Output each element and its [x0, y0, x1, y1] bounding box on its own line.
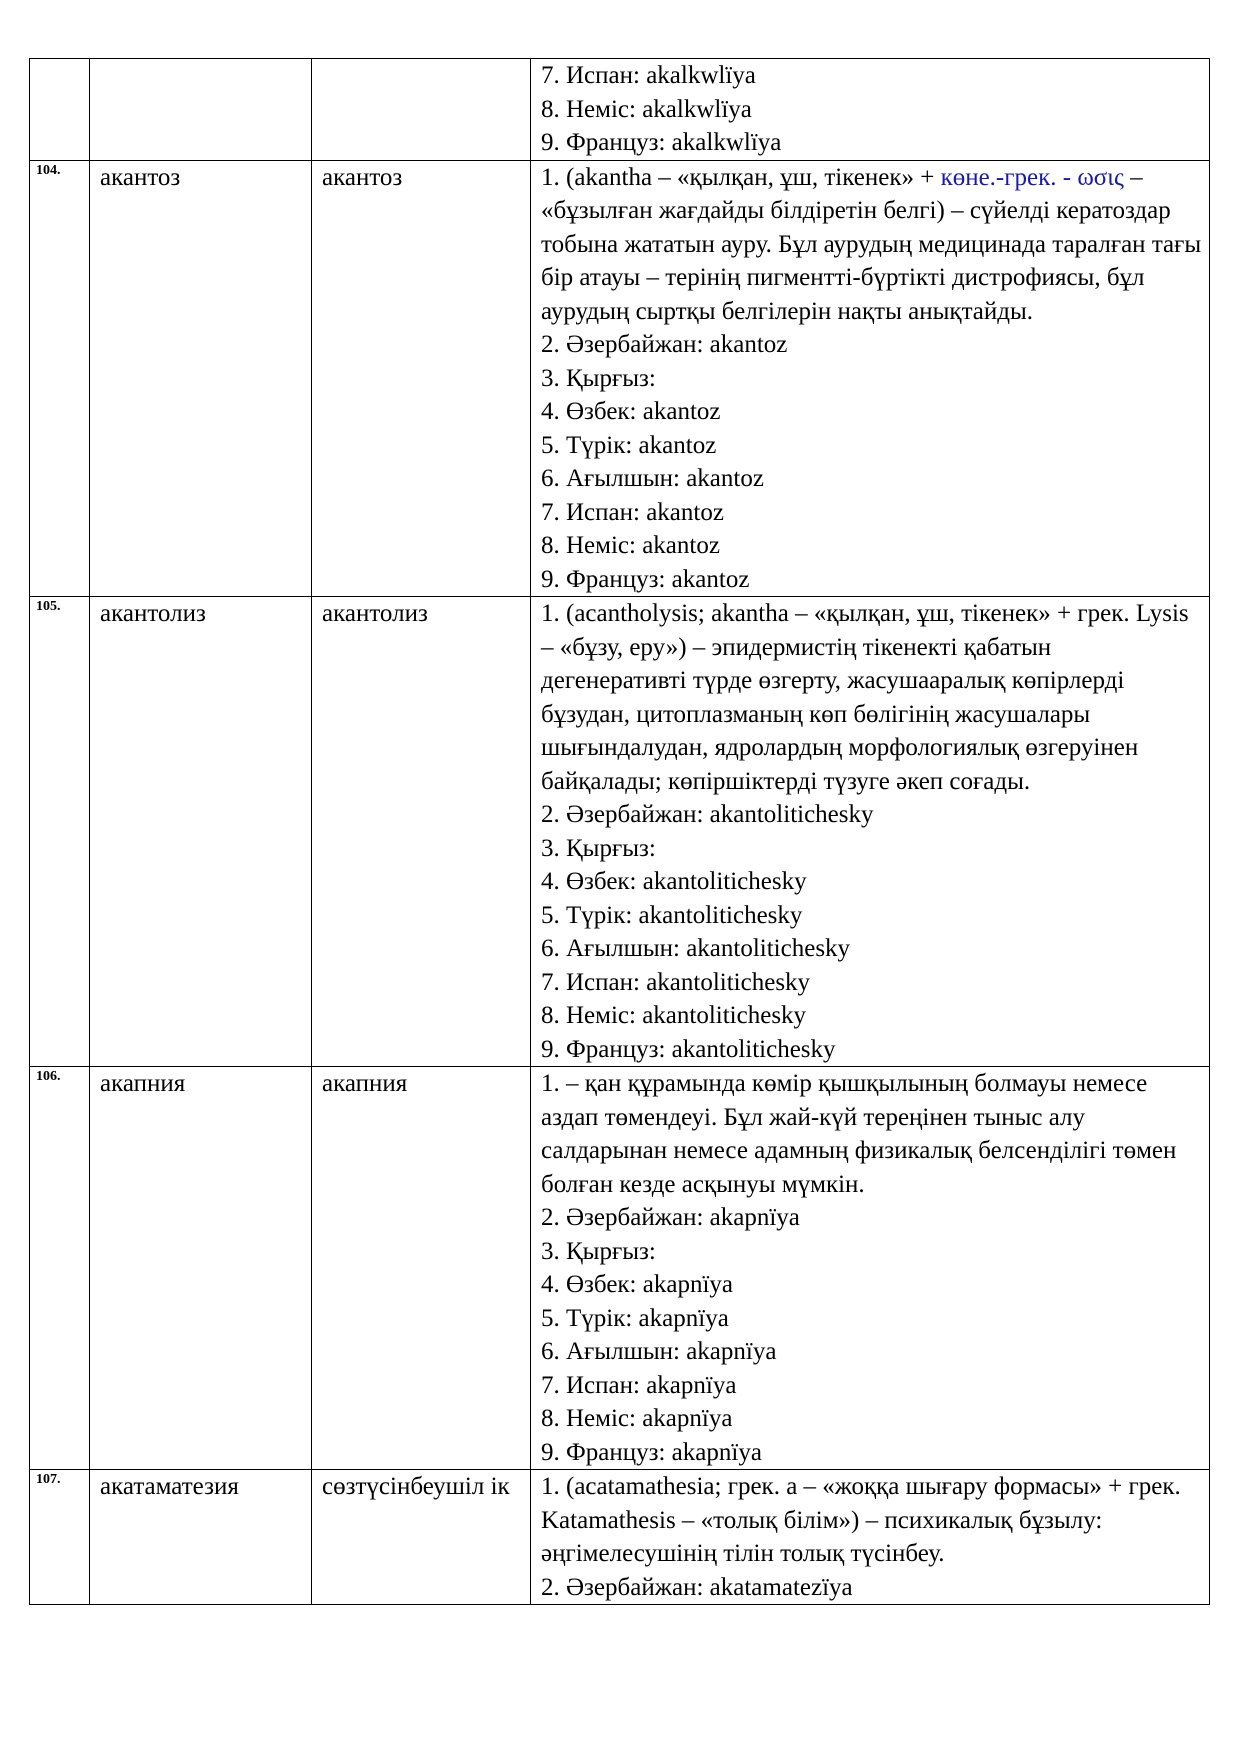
entry-kazakh-term: акантолиз [312, 597, 531, 1067]
entry-kazakh-term: сөзтүсінбеушіл ік [312, 1470, 531, 1605]
translation-line: 5. Түрік: akantoz [541, 431, 717, 459]
greek-etymology-link[interactable]: көне.-грек. - ωσις [940, 163, 1124, 191]
entry-definition [531, 1470, 1210, 1605]
table-row [30, 597, 1210, 1067]
translation-line: 7. Испан: akantoz [541, 498, 724, 526]
translation-line: 6. Ағылшын: akantolitichesky [541, 935, 851, 962]
table-row [30, 1067, 1210, 1470]
translation-line: 8. Неміс: akantolitichesky [541, 1002, 807, 1029]
definition-text [541, 161, 1203, 329]
entry-number: 107. [30, 1470, 90, 1605]
entry-term: акантоз [90, 160, 312, 597]
entry-term: акапния [90, 1067, 312, 1470]
entry-kazakh-term: акантоз [312, 160, 531, 597]
entry-definition [531, 597, 1210, 1067]
translation-line: 2. Әзербайжан: akantolitichesky [541, 801, 874, 828]
table-row [30, 59, 1210, 161]
translation-line: 9. Француз: akantolitichesky [541, 1035, 836, 1063]
translation-line: 6. Ағылшын: akantoz [541, 465, 764, 492]
translation-line: 8. Неміс: akapnïya [541, 1405, 733, 1432]
translation-line: 5. Түрік: akapnïya [541, 1304, 729, 1332]
translation-line: 4. Өзбек: akantolitichesky [541, 868, 807, 895]
translation-line: 6. Ағылшын: akapnïya [541, 1338, 777, 1365]
glossary-table [29, 58, 1210, 1605]
translation-line: 7. Испан: akantolitichesky [541, 968, 811, 996]
translation-line: 9. Француз: akantoz [541, 565, 750, 593]
translation-line: 8. Неміс: akalkwlïya [541, 95, 752, 123]
definition-text: 1. (acatamathesia; грек. а – «жоққа шығару формасы» + грек. Katamathesis – «толық білім») – психикалық бұзылу: әңгімелесушінің тілін толық түсінбеу. [541, 1473, 1181, 1567]
table-row [30, 1470, 1210, 1605]
definition-text: 1. – қан құрамында көмір қышқылының болмауы немесе аздап төмендеуі. Бұл жай-күй тереңінен тыныс алу салдарынан немесе адамның физикалық белсенділігі төмен болған кезде асқынуы мүмкін. [541, 1070, 1177, 1198]
translation-line: 2. Әзербайжан: akatamatezïya [541, 1573, 853, 1601]
entry-definition [531, 160, 1210, 597]
translation-line: 3. Қырғыз: [541, 1237, 656, 1265]
entry-number: 104. [30, 160, 90, 597]
entry-definition [531, 59, 1210, 161]
definition-text-part: 1. (akantha – «қылқан, ұш, тікенек» + [541, 163, 941, 191]
definition-text-part: – «бұзылған жағдайды білдіретін белгі) – сүйелді кератоздар тобына жататын ауру. Бұл аурудың медицинада таралған тағы бір атауы – терінің пигментті-бүртікті дистрофиясы, бұл аурудың сыртқы белгілерін нақты анықтайды. [541, 163, 1202, 325]
entry-number: 105. [30, 597, 90, 1067]
translation-line: 3. Қырғыз: [541, 834, 656, 862]
entry-term: акантолиз [90, 597, 312, 1067]
entry-kazakh-term [312, 59, 531, 161]
definition-text: 1. (acantholysis; akantha – «қылқан, ұш, тікенек» + грек. Lysis – «бұзу, еру») – эпидермистің тікенекті қабатын дегенеративті түрде өзгерту, жасушааралық көпірлерді бұзудан, цитоплазманың көп бөлігінің жасушалары шығындалудан, ядролардың морфологиялық өзгеруінен байқалады; көпіршіктерді түзуге әкеп соғады. [541, 600, 1189, 795]
translation-line: 9. Француз: akalkwlïya [541, 129, 782, 156]
entry-number [30, 59, 90, 161]
translation-line: 4. Өзбек: akapnïya [541, 1271, 733, 1298]
translation-line: 4. Өзбек: akantoz [541, 398, 721, 425]
entry-definition [531, 1067, 1210, 1470]
translation-line: 8. Неміс: akantoz [541, 532, 720, 559]
translation-line: 9. Француз: akapnïya [541, 1438, 762, 1466]
translation-line: 7. Испан: akalkwlïya [541, 62, 756, 89]
document-page [29, 58, 1209, 1605]
table-row [30, 160, 1210, 597]
entry-number: 106. [30, 1067, 90, 1470]
translation-line: 7. Испан: akapnïya [541, 1371, 737, 1399]
translation-line: 3. Қырғыз: [541, 364, 656, 392]
translation-line: 2. Әзербайжан: akantoz [541, 331, 788, 358]
entry-term: акатаматезия [90, 1470, 312, 1605]
translation-line: 2. Әзербайжан: akapnïya [541, 1204, 800, 1231]
entry-kazakh-term: акапния [312, 1067, 531, 1470]
translation-line: 5. Түрік: akantolitichesky [541, 901, 803, 929]
entry-term [90, 59, 312, 161]
